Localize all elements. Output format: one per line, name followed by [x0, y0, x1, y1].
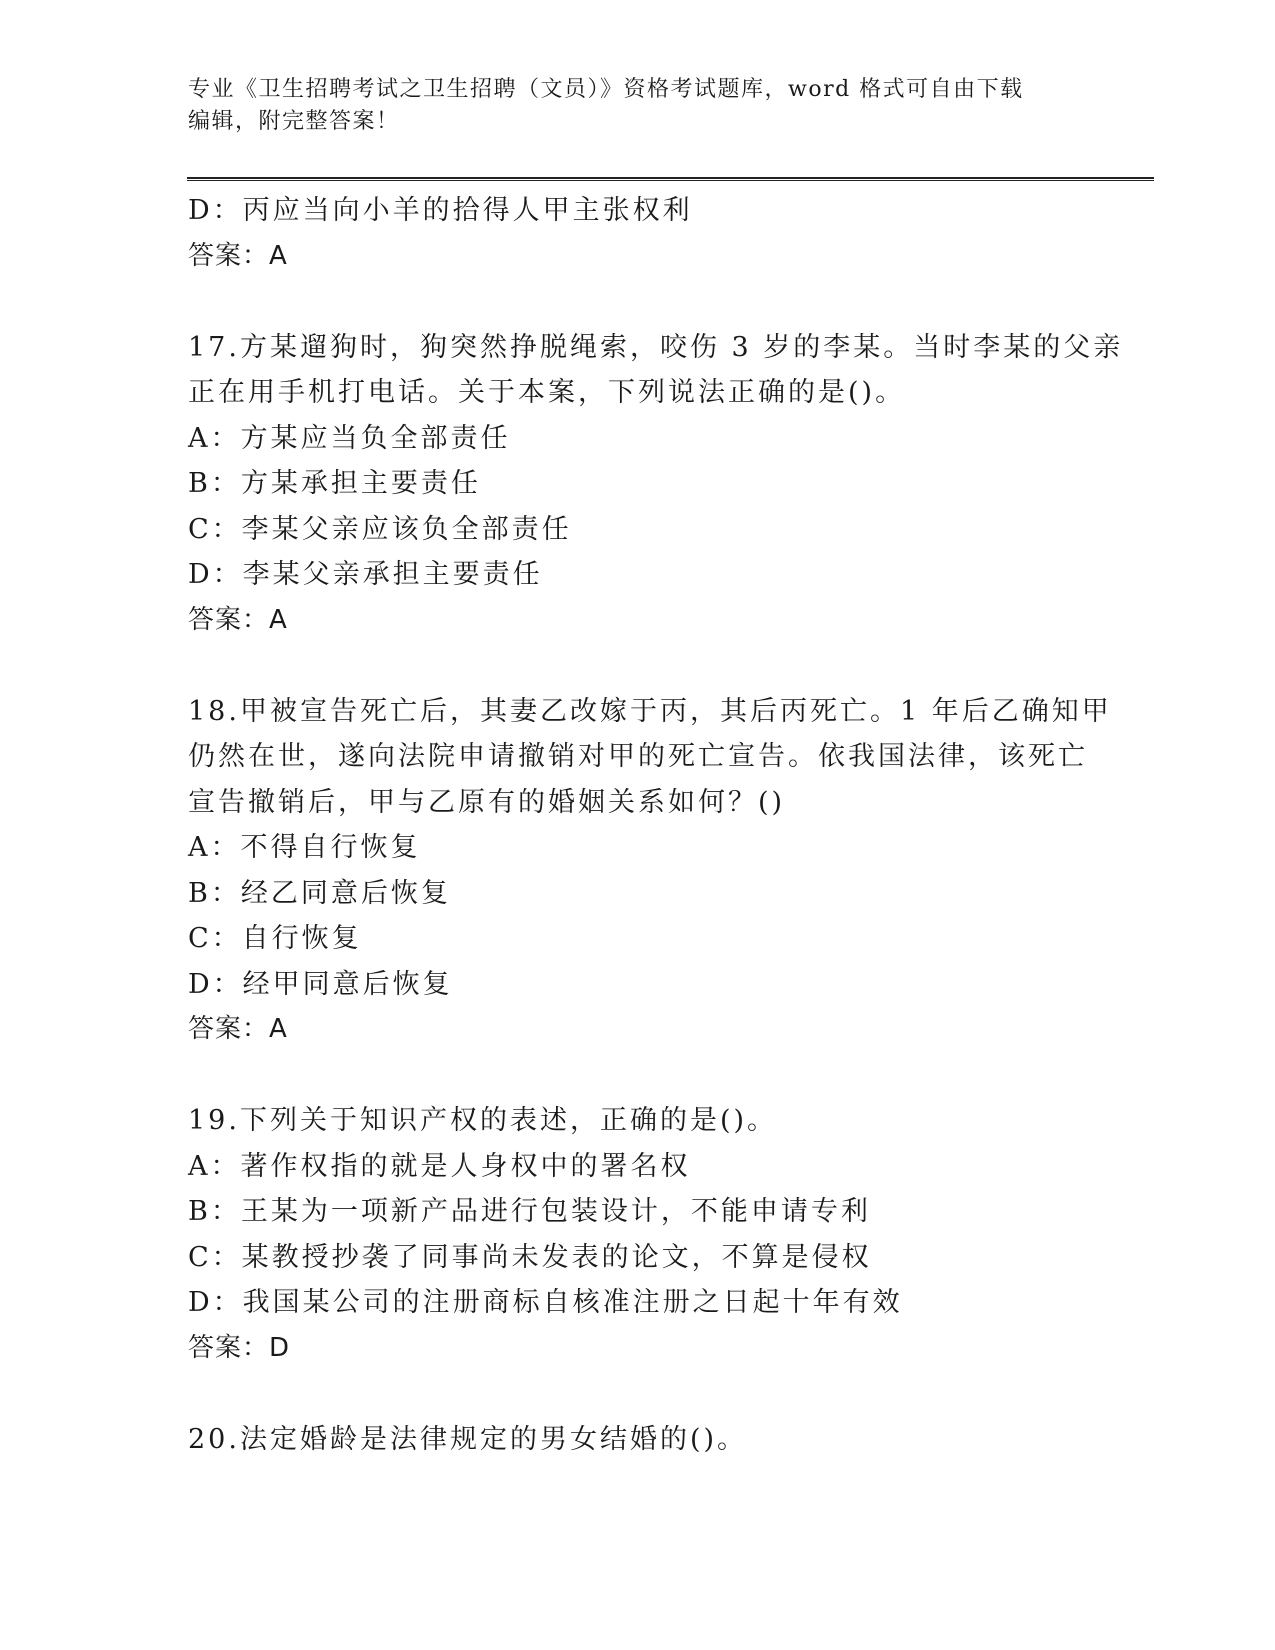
header-line-1: 专业《卫生招聘考试之卫生招聘（文员）》资格考试题库，word 格式可自由下载 — [188, 77, 1024, 102]
header-line-2: 编辑，附完整答案！ — [188, 109, 400, 134]
q17-option-c: C：李某父亲应该负全部责任 — [188, 513, 572, 545]
document-body — [188, 188, 1148, 1462]
q17-answer: 答案：A — [188, 604, 288, 635]
q18-option-b: B：经乙同意后恢复 — [188, 877, 451, 909]
q20-stem-line-1: 20.法定婚龄是法律规定的男女结婚的()。 — [188, 1423, 748, 1455]
spacer — [188, 1371, 1148, 1417]
q17-option-d: D：李某父亲承担主要责任 — [188, 559, 543, 590]
q17-stem-line-2: 正在用手机打电话。关于本案，下列说法正确的是()。 — [188, 377, 906, 408]
q19-option-a: A：著作权指的就是人身权中的署名权 — [188, 1150, 691, 1182]
q18-option-a: A：不得自行恢复 — [188, 832, 421, 863]
q18-option-d: D：经甲同意后恢复 — [188, 968, 453, 1000]
q18-stem-line-1: 18.甲被宣告死亡后，其妻乙改嫁于丙，其后丙死亡。1 年后乙确知甲 — [188, 695, 1112, 727]
question-17 — [188, 325, 1148, 644]
question-20 — [188, 1417, 1148, 1463]
q16-answer: 答案：A — [188, 240, 288, 271]
q18-stem-line-2: 仍然在世，遂向法院申请撤销对甲的死亡宣告。依我国法律，该死亡 — [188, 741, 1088, 772]
question-19 — [188, 1098, 1148, 1371]
page-header — [188, 74, 1088, 138]
q18-option-c: C：自行恢复 — [188, 923, 362, 954]
question-18 — [188, 689, 1148, 1053]
q19-option-b: B：王某为一项新产品进行包装设计，不能申请专利 — [188, 1196, 871, 1227]
q19-answer: 答案：D — [188, 1332, 291, 1363]
q17-option-a: A：方某应当负全部责任 — [188, 422, 511, 454]
q17-option-b: B：方某承担主要责任 — [188, 468, 481, 499]
spacer — [188, 1053, 1148, 1099]
question-16-tail — [188, 188, 1148, 279]
q17-stem-line-1: 17.方某遛狗时，狗突然挣脱绳索，咬伤 3 岁的李某。当时李某的父亲 — [188, 331, 1124, 363]
q19-stem-line-1: 19.下列关于知识产权的表述，正确的是()。 — [188, 1105, 778, 1136]
header-divider — [187, 177, 1154, 181]
q19-option-c: C：某教授抄袭了同事尚未发表的论文，不算是侵权 — [188, 1241, 872, 1273]
q18-answer: 答案：A — [188, 1014, 288, 1044]
q16-option-d: D：丙应当向小羊的拾得人甲主张权利 — [188, 195, 693, 226]
q18-stem-line-3: 宣告撤销后，甲与乙原有的婚姻关系如何？() — [188, 786, 786, 818]
q19-option-d: D：我国某公司的注册商标自核准注册之日起十年有效 — [188, 1287, 903, 1318]
spacer — [188, 643, 1148, 689]
spacer — [188, 279, 1148, 325]
